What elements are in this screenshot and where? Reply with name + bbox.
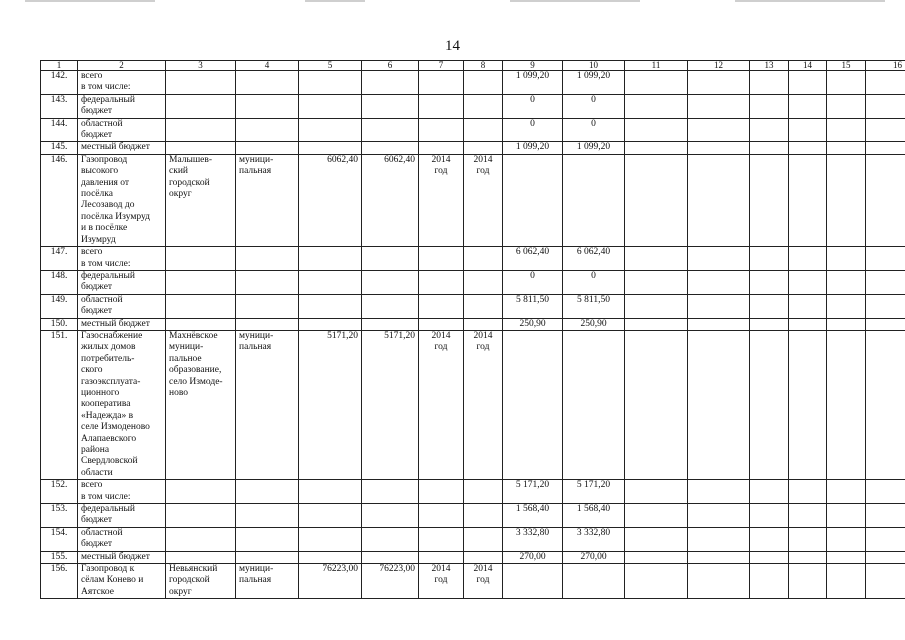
col10-cell xyxy=(563,154,625,246)
col8-cell xyxy=(464,527,503,551)
col7-cell: 2014 год xyxy=(419,154,464,246)
col13-cell xyxy=(750,504,789,528)
col16-cell xyxy=(866,71,905,95)
municipality-cell xyxy=(166,118,236,142)
col16-cell xyxy=(866,118,905,142)
col6-cell xyxy=(362,247,419,271)
col12-cell xyxy=(688,330,750,479)
col5-cell xyxy=(299,551,362,563)
col9-cell: 6 062,40 xyxy=(503,247,563,271)
col16-cell xyxy=(866,504,905,528)
col12-cell xyxy=(688,270,750,294)
table-row xyxy=(41,318,905,330)
col5-cell xyxy=(299,318,362,330)
col13-cell xyxy=(750,270,789,294)
ownership-cell xyxy=(236,504,299,528)
col9-cell: 1 099,20 xyxy=(503,142,563,154)
col14-cell xyxy=(789,480,827,504)
col6-cell xyxy=(362,94,419,118)
col13-cell xyxy=(750,247,789,271)
municipality-cell xyxy=(166,480,236,504)
ownership-cell xyxy=(236,142,299,154)
col11-cell xyxy=(625,154,688,246)
col14-cell xyxy=(789,564,827,599)
col16-cell xyxy=(866,480,905,504)
col6-cell: 6062,40 xyxy=(362,154,419,246)
table-row xyxy=(41,247,905,271)
column-header: 14 xyxy=(789,61,827,71)
scan-edge-line xyxy=(25,0,155,2)
col9-cell: 5 171,20 xyxy=(503,480,563,504)
col15-cell xyxy=(827,551,866,563)
budget-table xyxy=(40,60,905,599)
col5-cell xyxy=(299,94,362,118)
column-header: 1 xyxy=(41,61,78,71)
page-number: 14 xyxy=(445,38,460,54)
col9-cell xyxy=(503,564,563,599)
col8-cell xyxy=(464,318,503,330)
scan-edge-line xyxy=(305,0,365,2)
col14-cell xyxy=(789,318,827,330)
col7-cell xyxy=(419,94,464,118)
col14-cell xyxy=(789,527,827,551)
col7-cell xyxy=(419,527,464,551)
col15-cell xyxy=(827,154,866,246)
row-number-cell: 144. xyxy=(41,118,78,142)
col13-cell xyxy=(750,480,789,504)
ownership-cell xyxy=(236,118,299,142)
col13-cell xyxy=(750,294,789,318)
col10-cell: 1 099,20 xyxy=(563,142,625,154)
column-header: 2 xyxy=(78,61,166,71)
col15-cell xyxy=(827,330,866,479)
col9-cell: 270,00 xyxy=(503,551,563,563)
row-number-cell: 143. xyxy=(41,94,78,118)
col6-cell xyxy=(362,480,419,504)
col5-cell xyxy=(299,270,362,294)
col15-cell xyxy=(827,94,866,118)
col14-cell xyxy=(789,270,827,294)
municipality-cell xyxy=(166,527,236,551)
table-row xyxy=(41,480,905,504)
col15-cell xyxy=(827,142,866,154)
col15-cell xyxy=(827,294,866,318)
col13-cell xyxy=(750,318,789,330)
col15-cell xyxy=(827,527,866,551)
col5-cell xyxy=(299,504,362,528)
col8-cell xyxy=(464,142,503,154)
col8-cell xyxy=(464,551,503,563)
col6-cell: 5171,20 xyxy=(362,330,419,479)
row-number-cell: 150. xyxy=(41,318,78,330)
col7-cell xyxy=(419,142,464,154)
col16-cell xyxy=(866,154,905,246)
table-row xyxy=(41,71,905,95)
col12-cell xyxy=(688,247,750,271)
name-cell: Газопровод высокого давления от посёлка Лесозавод до посёлка Изумруд и в посёлке Изумруд xyxy=(78,154,166,246)
ownership-cell xyxy=(236,551,299,563)
row-number-cell: 152. xyxy=(41,480,78,504)
municipality-cell: Малышев- ский городской округ xyxy=(166,154,236,246)
col11-cell xyxy=(625,330,688,479)
name-cell: областной бюджет xyxy=(78,527,166,551)
col9-cell: 0 xyxy=(503,94,563,118)
col16-cell xyxy=(866,527,905,551)
ownership-cell xyxy=(236,71,299,95)
col16-cell xyxy=(866,551,905,563)
col15-cell xyxy=(827,480,866,504)
col7-cell: 2014 год xyxy=(419,564,464,599)
municipality-cell xyxy=(166,551,236,563)
col15-cell xyxy=(827,318,866,330)
col14-cell xyxy=(789,142,827,154)
table-row xyxy=(41,527,905,551)
col15-cell xyxy=(827,71,866,95)
col13-cell xyxy=(750,94,789,118)
col9-cell: 0 xyxy=(503,118,563,142)
col5-cell xyxy=(299,247,362,271)
name-cell: всего в том числе: xyxy=(78,247,166,271)
col8-cell xyxy=(464,270,503,294)
table-row xyxy=(41,564,905,599)
col6-cell xyxy=(362,318,419,330)
name-cell: Газоснабжение жилых домов потребитель- ского газоэксплуата- ционного кооператива «Надежда» в селе Измоденово Алапаевского района Свердловской области xyxy=(78,330,166,479)
col16-cell xyxy=(866,270,905,294)
column-header: 7 xyxy=(419,61,464,71)
header-row xyxy=(41,61,905,71)
col5-cell xyxy=(299,480,362,504)
municipality-cell xyxy=(166,94,236,118)
col12-cell xyxy=(688,142,750,154)
col13-cell xyxy=(750,330,789,479)
row-number-cell: 142. xyxy=(41,71,78,95)
col11-cell xyxy=(625,71,688,95)
col9-cell: 3 332,80 xyxy=(503,527,563,551)
col10-cell: 0 xyxy=(563,118,625,142)
name-cell: всего в том числе: xyxy=(78,480,166,504)
col6-cell xyxy=(362,270,419,294)
table-row xyxy=(41,504,905,528)
col11-cell xyxy=(625,142,688,154)
municipality-cell xyxy=(166,504,236,528)
col8-cell: 2014 год xyxy=(464,154,503,246)
col6-cell xyxy=(362,118,419,142)
col10-cell: 5 171,20 xyxy=(563,480,625,504)
col6-cell xyxy=(362,527,419,551)
name-cell: Газопровод к сёлам Конево и Аятское xyxy=(78,564,166,599)
row-number-cell: 154. xyxy=(41,527,78,551)
name-cell: местный бюджет xyxy=(78,142,166,154)
col15-cell xyxy=(827,118,866,142)
col14-cell xyxy=(789,94,827,118)
col15-cell xyxy=(827,247,866,271)
table-row xyxy=(41,118,905,142)
col9-cell: 5 811,50 xyxy=(503,294,563,318)
column-header: 8 xyxy=(464,61,503,71)
col13-cell xyxy=(750,71,789,95)
col7-cell: 2014 год xyxy=(419,330,464,479)
col15-cell xyxy=(827,564,866,599)
col16-cell xyxy=(866,247,905,271)
col9-cell: 1 099,20 xyxy=(503,71,563,95)
row-number-cell: 145. xyxy=(41,142,78,154)
col12-cell xyxy=(688,94,750,118)
col7-cell xyxy=(419,118,464,142)
col12-cell xyxy=(688,480,750,504)
col11-cell xyxy=(625,294,688,318)
ownership-cell: муници- пальная xyxy=(236,564,299,599)
ownership-cell xyxy=(236,270,299,294)
col5-cell xyxy=(299,118,362,142)
col5-cell xyxy=(299,294,362,318)
col5-cell: 76223,00 xyxy=(299,564,362,599)
column-header: 15 xyxy=(827,61,866,71)
col9-cell xyxy=(503,154,563,246)
table-row xyxy=(41,94,905,118)
col8-cell: 2014 год xyxy=(464,564,503,599)
col8-cell xyxy=(464,118,503,142)
col9-cell: 0 xyxy=(503,270,563,294)
col8-cell xyxy=(464,247,503,271)
col11-cell xyxy=(625,270,688,294)
col11-cell xyxy=(625,94,688,118)
col8-cell xyxy=(464,294,503,318)
col7-cell xyxy=(419,551,464,563)
col5-cell: 6062,40 xyxy=(299,154,362,246)
col10-cell: 1 099,20 xyxy=(563,71,625,95)
name-cell: федеральный бюджет xyxy=(78,94,166,118)
col8-cell xyxy=(464,480,503,504)
scan-edge-line xyxy=(510,0,640,2)
col11-cell xyxy=(625,504,688,528)
table-row xyxy=(41,294,905,318)
name-cell: всего в том числе: xyxy=(78,71,166,95)
ownership-cell: муници- пальная xyxy=(236,154,299,246)
col14-cell xyxy=(789,154,827,246)
row-number-cell: 148. xyxy=(41,270,78,294)
col10-cell: 3 332,80 xyxy=(563,527,625,551)
col12-cell xyxy=(688,71,750,95)
col5-cell xyxy=(299,71,362,95)
col10-cell: 270,00 xyxy=(563,551,625,563)
col11-cell xyxy=(625,318,688,330)
col13-cell xyxy=(750,551,789,563)
col6-cell: 76223,00 xyxy=(362,564,419,599)
row-number-cell: 149. xyxy=(41,294,78,318)
ownership-cell xyxy=(236,94,299,118)
col14-cell xyxy=(789,551,827,563)
column-header: 12 xyxy=(688,61,750,71)
name-cell: местный бюджет xyxy=(78,318,166,330)
col13-cell xyxy=(750,527,789,551)
col5-cell xyxy=(299,142,362,154)
col10-cell: 250,90 xyxy=(563,318,625,330)
col10-cell xyxy=(563,330,625,479)
col11-cell xyxy=(625,247,688,271)
col11-cell xyxy=(625,527,688,551)
col10-cell xyxy=(563,564,625,599)
col11-cell xyxy=(625,118,688,142)
col16-cell xyxy=(866,564,905,599)
col6-cell xyxy=(362,551,419,563)
ownership-cell xyxy=(236,294,299,318)
table-row xyxy=(41,330,905,479)
ownership-cell xyxy=(236,527,299,551)
row-number-cell: 147. xyxy=(41,247,78,271)
municipality-cell: Невьянский городской округ xyxy=(166,564,236,599)
column-header: 16 xyxy=(866,61,905,71)
col9-cell xyxy=(503,330,563,479)
col6-cell xyxy=(362,294,419,318)
scan-edge-line xyxy=(735,0,885,2)
col12-cell xyxy=(688,504,750,528)
name-cell: областной бюджет xyxy=(78,118,166,142)
col7-cell xyxy=(419,318,464,330)
row-number-cell: 155. xyxy=(41,551,78,563)
municipality-cell xyxy=(166,71,236,95)
col6-cell xyxy=(362,71,419,95)
col16-cell xyxy=(866,94,905,118)
table-body xyxy=(41,71,905,599)
municipality-cell xyxy=(166,270,236,294)
col12-cell xyxy=(688,564,750,599)
col8-cell: 2014 год xyxy=(464,330,503,479)
col10-cell: 1 568,40 xyxy=(563,504,625,528)
municipality-cell xyxy=(166,142,236,154)
col6-cell xyxy=(362,504,419,528)
col10-cell: 0 xyxy=(563,94,625,118)
municipality-cell: Махнёвское муници- пальное образование, село Измоде- ново xyxy=(166,330,236,479)
col11-cell xyxy=(625,551,688,563)
col12-cell xyxy=(688,527,750,551)
column-header: 13 xyxy=(750,61,789,71)
col8-cell xyxy=(464,504,503,528)
col13-cell xyxy=(750,154,789,246)
col14-cell xyxy=(789,118,827,142)
municipality-cell xyxy=(166,318,236,330)
col12-cell xyxy=(688,118,750,142)
col16-cell xyxy=(866,330,905,479)
col13-cell xyxy=(750,564,789,599)
col7-cell xyxy=(419,504,464,528)
col9-cell: 1 568,40 xyxy=(503,504,563,528)
col5-cell xyxy=(299,527,362,551)
col11-cell xyxy=(625,564,688,599)
table-row xyxy=(41,270,905,294)
row-number-cell: 156. xyxy=(41,564,78,599)
col5-cell: 5171,20 xyxy=(299,330,362,479)
name-cell: местный бюджет xyxy=(78,551,166,563)
ownership-cell: муници- пальная xyxy=(236,330,299,479)
col13-cell xyxy=(750,118,789,142)
column-header: 3 xyxy=(166,61,236,71)
name-cell: областной бюджет xyxy=(78,294,166,318)
col14-cell xyxy=(789,247,827,271)
col12-cell xyxy=(688,154,750,246)
column-header: 10 xyxy=(563,61,625,71)
column-header: 5 xyxy=(299,61,362,71)
col14-cell xyxy=(789,504,827,528)
col7-cell xyxy=(419,270,464,294)
col10-cell: 6 062,40 xyxy=(563,247,625,271)
col12-cell xyxy=(688,294,750,318)
col7-cell xyxy=(419,480,464,504)
column-header: 9 xyxy=(503,61,563,71)
col14-cell xyxy=(789,294,827,318)
name-cell: федеральный бюджет xyxy=(78,504,166,528)
col14-cell xyxy=(789,330,827,479)
col12-cell xyxy=(688,318,750,330)
ownership-cell xyxy=(236,247,299,271)
ownership-cell xyxy=(236,480,299,504)
col6-cell xyxy=(362,142,419,154)
table-row xyxy=(41,551,905,563)
col7-cell xyxy=(419,294,464,318)
name-cell: федеральный бюджет xyxy=(78,270,166,294)
row-number-cell: 153. xyxy=(41,504,78,528)
col16-cell xyxy=(866,318,905,330)
col7-cell xyxy=(419,71,464,95)
row-number-cell: 151. xyxy=(41,330,78,479)
col7-cell xyxy=(419,247,464,271)
col10-cell: 5 811,50 xyxy=(563,294,625,318)
col8-cell xyxy=(464,94,503,118)
ownership-cell xyxy=(236,318,299,330)
col16-cell xyxy=(866,142,905,154)
col15-cell xyxy=(827,270,866,294)
col8-cell xyxy=(464,71,503,95)
col11-cell xyxy=(625,480,688,504)
col16-cell xyxy=(866,294,905,318)
row-number-cell: 146. xyxy=(41,154,78,246)
col13-cell xyxy=(750,142,789,154)
municipality-cell xyxy=(166,294,236,318)
column-header: 6 xyxy=(362,61,419,71)
col12-cell xyxy=(688,551,750,563)
column-header: 4 xyxy=(236,61,299,71)
col15-cell xyxy=(827,504,866,528)
municipality-cell xyxy=(166,247,236,271)
table-row xyxy=(41,154,905,246)
col14-cell xyxy=(789,71,827,95)
col10-cell: 0 xyxy=(563,270,625,294)
col9-cell: 250,90 xyxy=(503,318,563,330)
column-header: 11 xyxy=(625,61,688,71)
table-row xyxy=(41,142,905,154)
